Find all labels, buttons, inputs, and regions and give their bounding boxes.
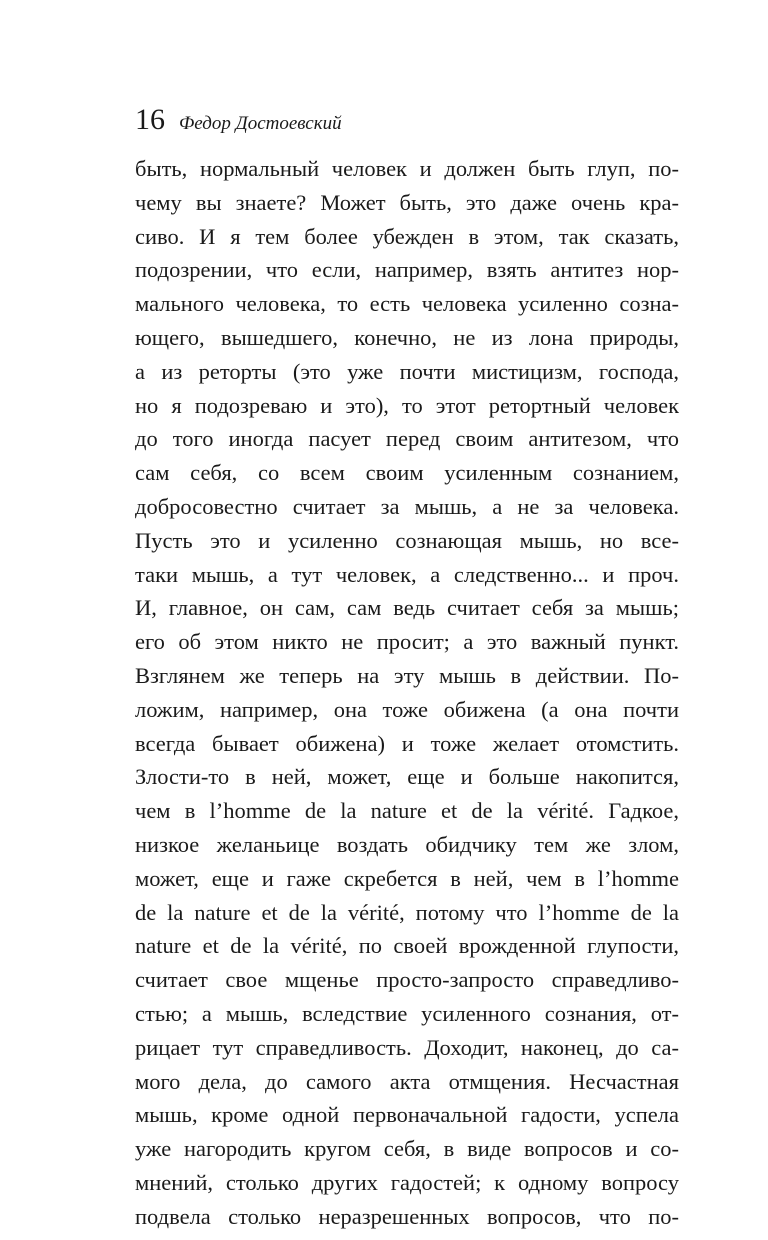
text-line: мышь, кроме одной первоначальной гадости, успела <box>135 1102 679 1128</box>
text-line: мого дела, до самого акта отмщения. Несчастная <box>135 1068 679 1094</box>
page-number: 16 <box>135 103 165 136</box>
text-line: Злости-то в ней, может, еще и больше накопится, <box>135 764 679 790</box>
text-line: Пусть это и усиленно сознающая мышь, но все- <box>135 527 679 553</box>
text-line: быть, нормальный человек и должен быть глуп, по- <box>135 156 679 181</box>
text-line: nature et de la vérité, по своей врожденной глупости, <box>135 933 679 959</box>
text-line: а из реторты (это уже почти мистицизм, господа, <box>135 358 679 384</box>
text-line: уже нагородить кругом себя, в виде вопросов и со- <box>135 1136 679 1162</box>
running-head <box>135 100 342 140</box>
header-author: Федор Достоевский <box>179 113 342 134</box>
text-line: мального человека, то есть человека усиленно созна- <box>135 291 679 317</box>
text-line: считает свое мщенье просто-запросто справедливо- <box>135 967 679 993</box>
text-line: таки мышь, а тут человек, а следственно... и проч. <box>135 561 679 587</box>
body-text <box>135 152 679 1234</box>
text-line: И, главное, он сам, сам ведь считает себя за мышь; <box>135 595 679 621</box>
text-line: de la nature et de la vérité, потому что l’homme de la <box>135 899 679 925</box>
text-line: подозрении, что если, например, взять антитез нор- <box>135 257 679 283</box>
text-line: его об этом никто не просит; а это важный пункт. <box>135 629 679 655</box>
text-line: рицает тут справедливость. Доходит, наконец, до са- <box>135 1034 679 1060</box>
text-line: ющего, вышедшего, конечно, не из лона природы, <box>135 324 679 350</box>
text-line: низкое желаньице воздать обидчику тем же злом, <box>135 831 679 857</box>
text-line: сам себя, со всем своим усиленным сознанием, <box>135 460 679 486</box>
text-line: но я подозреваю и это), то этот ретортный человек <box>135 392 679 418</box>
text-line: добросовестно считает за мышь, а не за человека. <box>135 493 679 519</box>
text-line: подвела столько неразрешенных вопросов, что по- <box>135 1203 679 1229</box>
text-line: сиво. И я тем более убежден в этом, так сказать, <box>135 223 679 249</box>
text-line: до того иногда пасует перед своим антитезом, что <box>135 426 679 452</box>
text-line: чем в l’homme de la nature et de la vérité. Гадкое, <box>135 798 679 824</box>
text-line: всегда бывает обижена) и тоже желает отомстить. <box>135 730 679 756</box>
text-line: чему вы знаете? Может быть, это даже очень кра- <box>135 189 679 215</box>
text-line: может, еще и гаже скребется в ней, чем в l’homme <box>135 865 679 891</box>
text-line: ложим, например, она тоже обижена (а она почти <box>135 696 679 722</box>
text-line: мнений, столько других гадостей; к одному вопросу <box>135 1169 679 1195</box>
text-line: Взглянем же теперь на эту мышь в действии. По- <box>135 662 679 688</box>
text-line: стью; а мышь, вследствие усиленного сознания, от- <box>135 1000 679 1026</box>
